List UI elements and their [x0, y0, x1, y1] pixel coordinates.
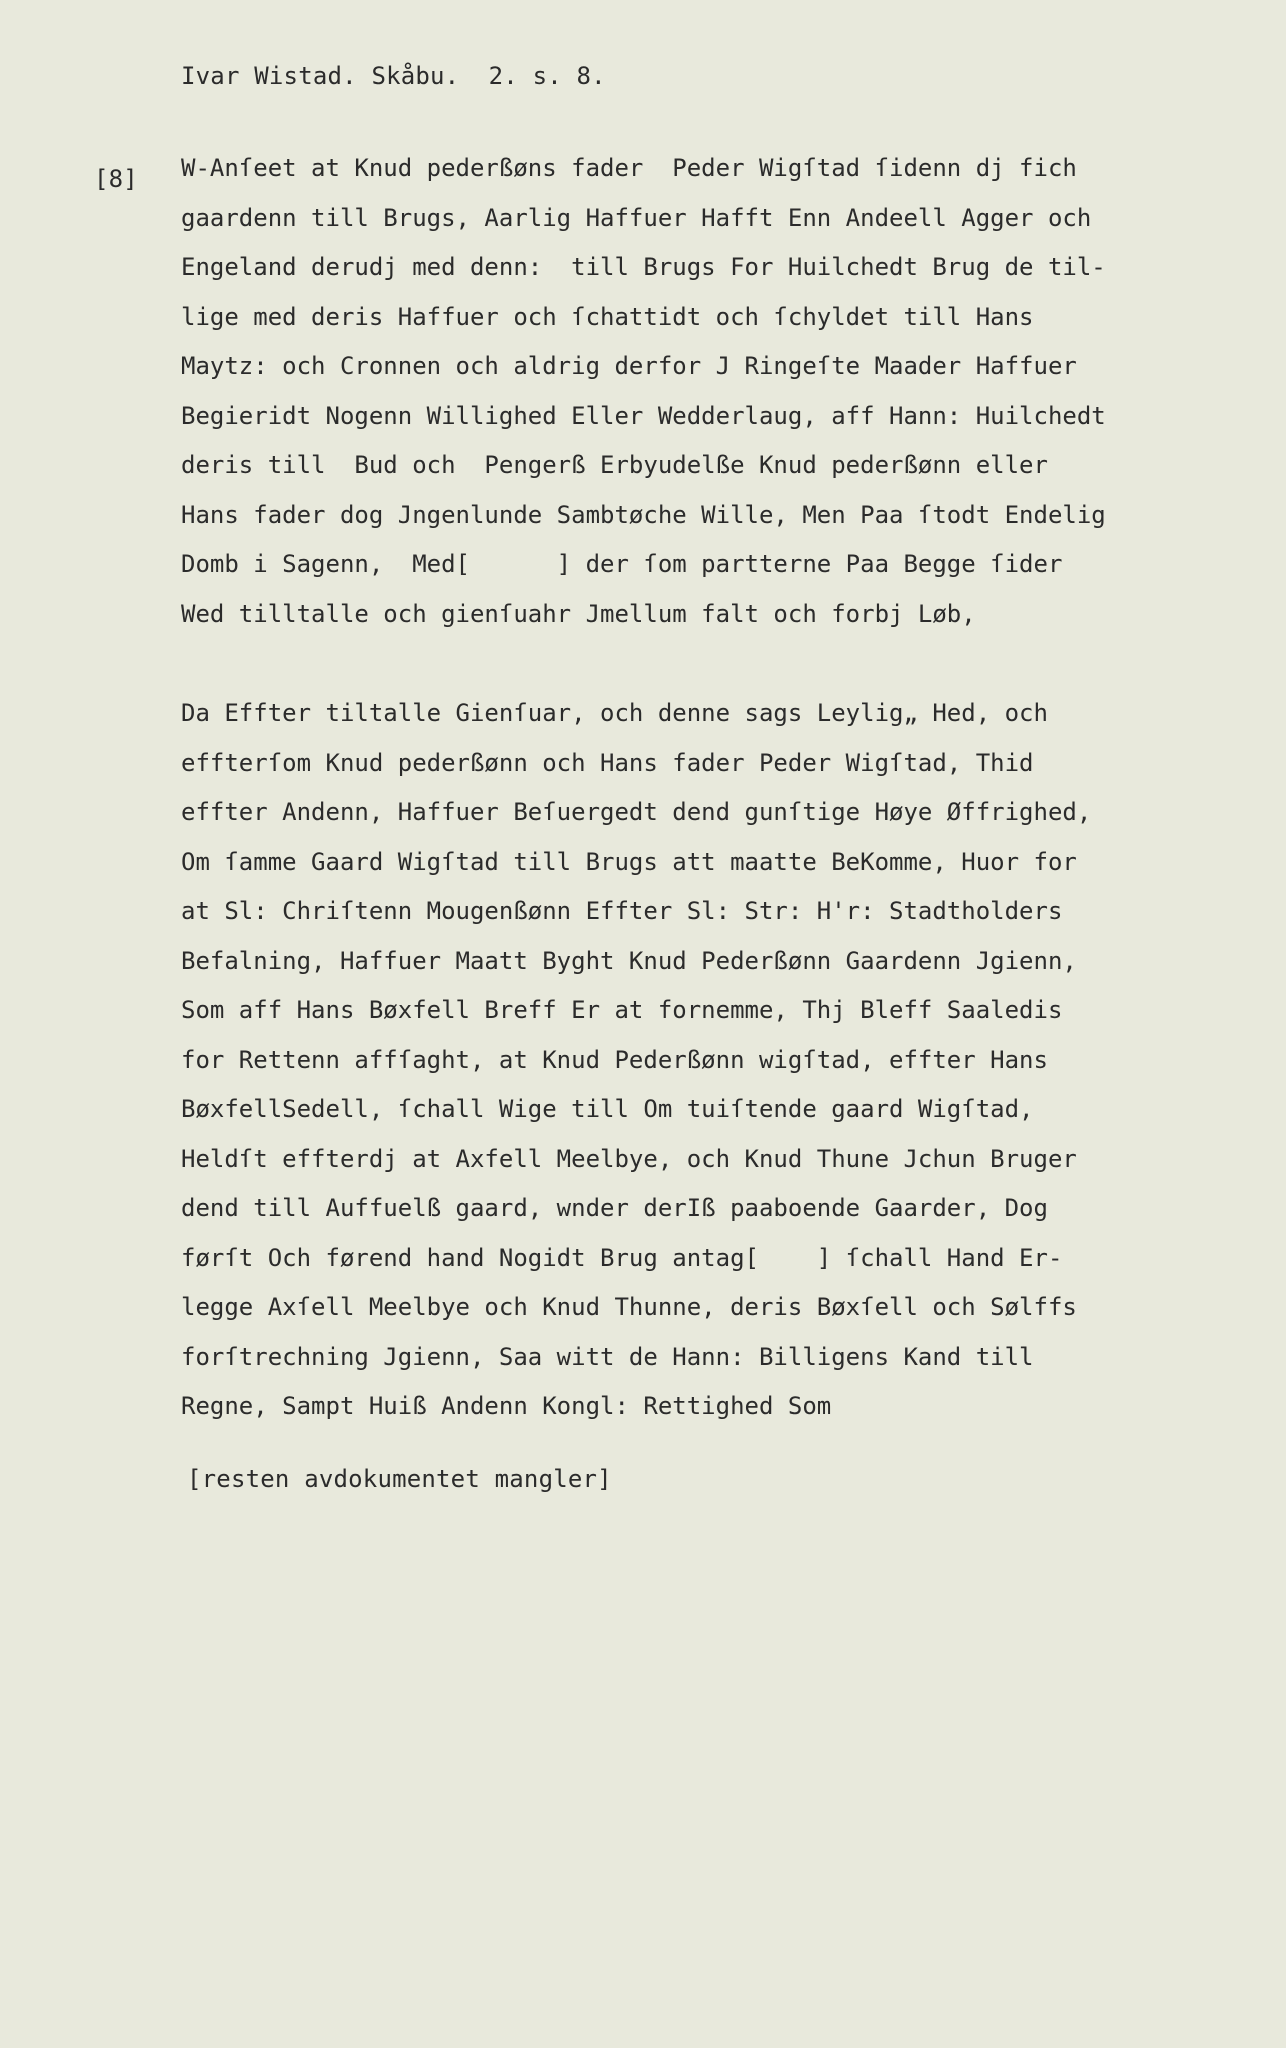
document-header: Ivar Wistad. Skåbu. 2. s. 8.	[181, 62, 606, 90]
text-line: Domb i Sagenn, Med[ ] der ſom partterne Paa Begge ſider	[181, 550, 1063, 578]
text-line: Wed tilltalle och gienſuahr Jmellum falt och forbj Løb,	[181, 599, 976, 628]
paragraph-2	[181, 689, 1091, 1432]
text-line: effter Andenn, Haffuer Beſuergedt dend gunſtige Høye Øffrighed,	[181, 798, 1092, 826]
text-line: dend till Auffuelß gaard, wnder derIß paaboende Gaarder, Dog	[181, 1194, 1048, 1222]
paragraph-1	[181, 144, 1106, 639]
text-line: Som aff Hans Bøxfell Breff Er at fornemme, Thj Bleff Saaledis	[181, 996, 1063, 1024]
entry-number: [8]	[94, 165, 138, 193]
text-line: legge Axſell Meelbye och Knud Thunne, deris Bøxſell och Sølffs	[181, 1293, 1077, 1321]
text-line: gaardenn till Brugs, Aarlig Haffuer Hafft Enn Andeell Agger och	[181, 203, 1092, 232]
text-line: deris till Bud och Pengerß Erbyudelße Knud pederßønn eller	[181, 451, 1048, 479]
closing-note: [resten avdokumentet mangler]	[187, 1465, 612, 1493]
text-line: forſtrechning Jgienn, Saa witt de Hann: Billigens Kand till	[181, 1342, 1034, 1371]
text-line: Regne, Sampt Huiß Andenn Kongl: Rettighed Som	[181, 1392, 832, 1420]
text-line: Da Effter tiltalle Gienſuar, och denne sags Leylig„ Hed, och	[181, 699, 1048, 727]
text-line: Maytz: och Cronnen och aldrig derfor J Ringeſte Maader Haffuer	[181, 352, 1077, 380]
text-line: Heldſt effterdj at Axfell Meelbye, och Knud Thune Jchun Bruger	[181, 1144, 1077, 1173]
text-line: BøxfellSedell, ſchall Wige till Om tuiſtende gaard Wigſtad,	[181, 1095, 1034, 1123]
text-line: Om ſamme Gaard Wigſtad till Brugs att maatte BeKomme, Huor for	[181, 847, 1077, 876]
text-line: at Sl: Chriſtenn Mougenßønn Effter Sl: Str: H'r: Stadtholders	[181, 897, 1063, 925]
text-line: Begieridt Nogenn Willighed Eller Wedderlaug, aff Hann: Huilchedt	[181, 401, 1106, 430]
text-line: Hans fader dog Jngenlunde Sambtøche Wille, Men Paa ſtodt Endelig	[181, 500, 1106, 529]
text-line: Engeland derudj med denn: till Brugs For Huilchedt Brug de til-	[181, 253, 1106, 281]
text-line: lige med deris Haffuer och ſchattidt och ſchyldet till Hans	[181, 302, 1034, 331]
text-line: W-Anſeet at Knud pederßøns fader Peder Wigſtad ſidenn dj fich	[181, 154, 1077, 182]
text-line: for Rettenn affſaght, at Knud Pederßønn wigſtad, effter Hans	[181, 1045, 1048, 1074]
text-line: effterſom Knud pederßønn och Hans fader Peder Wigſtad, Thid	[181, 748, 1034, 777]
text-line: Befalning, Haffuer Maatt Byght Knud Pederßønn Gaardenn Jgienn,	[181, 946, 1077, 975]
text-line: førſt Och førend hand Nogidt Brug antag[ ] ſchall Hand Er-	[181, 1243, 1063, 1272]
